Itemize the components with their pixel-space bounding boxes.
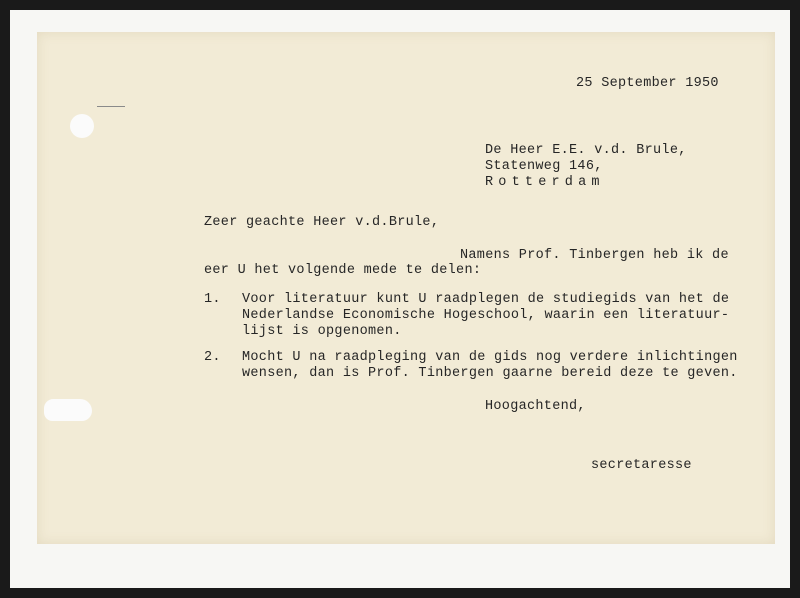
- recipient-city: Rotterdam: [485, 175, 605, 190]
- item-1-line: lijst is opgenomen.: [242, 324, 402, 339]
- signature-title: secretaresse: [591, 458, 692, 473]
- letter-date: 25 September 1950: [576, 76, 719, 91]
- intro-line: eer U het volgende mede te delen:: [204, 263, 482, 278]
- recipient-name: De Heer E.E. v.d. Brule,: [485, 143, 687, 158]
- pencil-mark: [97, 106, 125, 107]
- item-number: 1.: [204, 292, 221, 307]
- salutation: Zeer geachte Heer v.d.Brule,: [204, 215, 440, 230]
- item-2-line: wensen, dan is Prof. Tinbergen gaarne bereid deze te geven.: [242, 366, 738, 381]
- item-number: 2.: [204, 350, 221, 365]
- punch-hole: [70, 114, 94, 138]
- item-1-line: Voor literatuur kunt U raadplegen de studiegids van het de: [242, 292, 730, 307]
- punch-hole: [44, 399, 92, 421]
- recipient-street: Statenweg 146,: [485, 159, 603, 174]
- intro-line: Namens Prof. Tinbergen heb ik de: [460, 248, 729, 263]
- closing: Hoogachtend,: [485, 399, 586, 414]
- item-1-line: Nederlandse Economische Hogeschool, waarin een literatuur-: [242, 308, 730, 323]
- item-2-line: Mocht U na raadpleging van de gids nog verdere inlichtingen: [242, 350, 738, 365]
